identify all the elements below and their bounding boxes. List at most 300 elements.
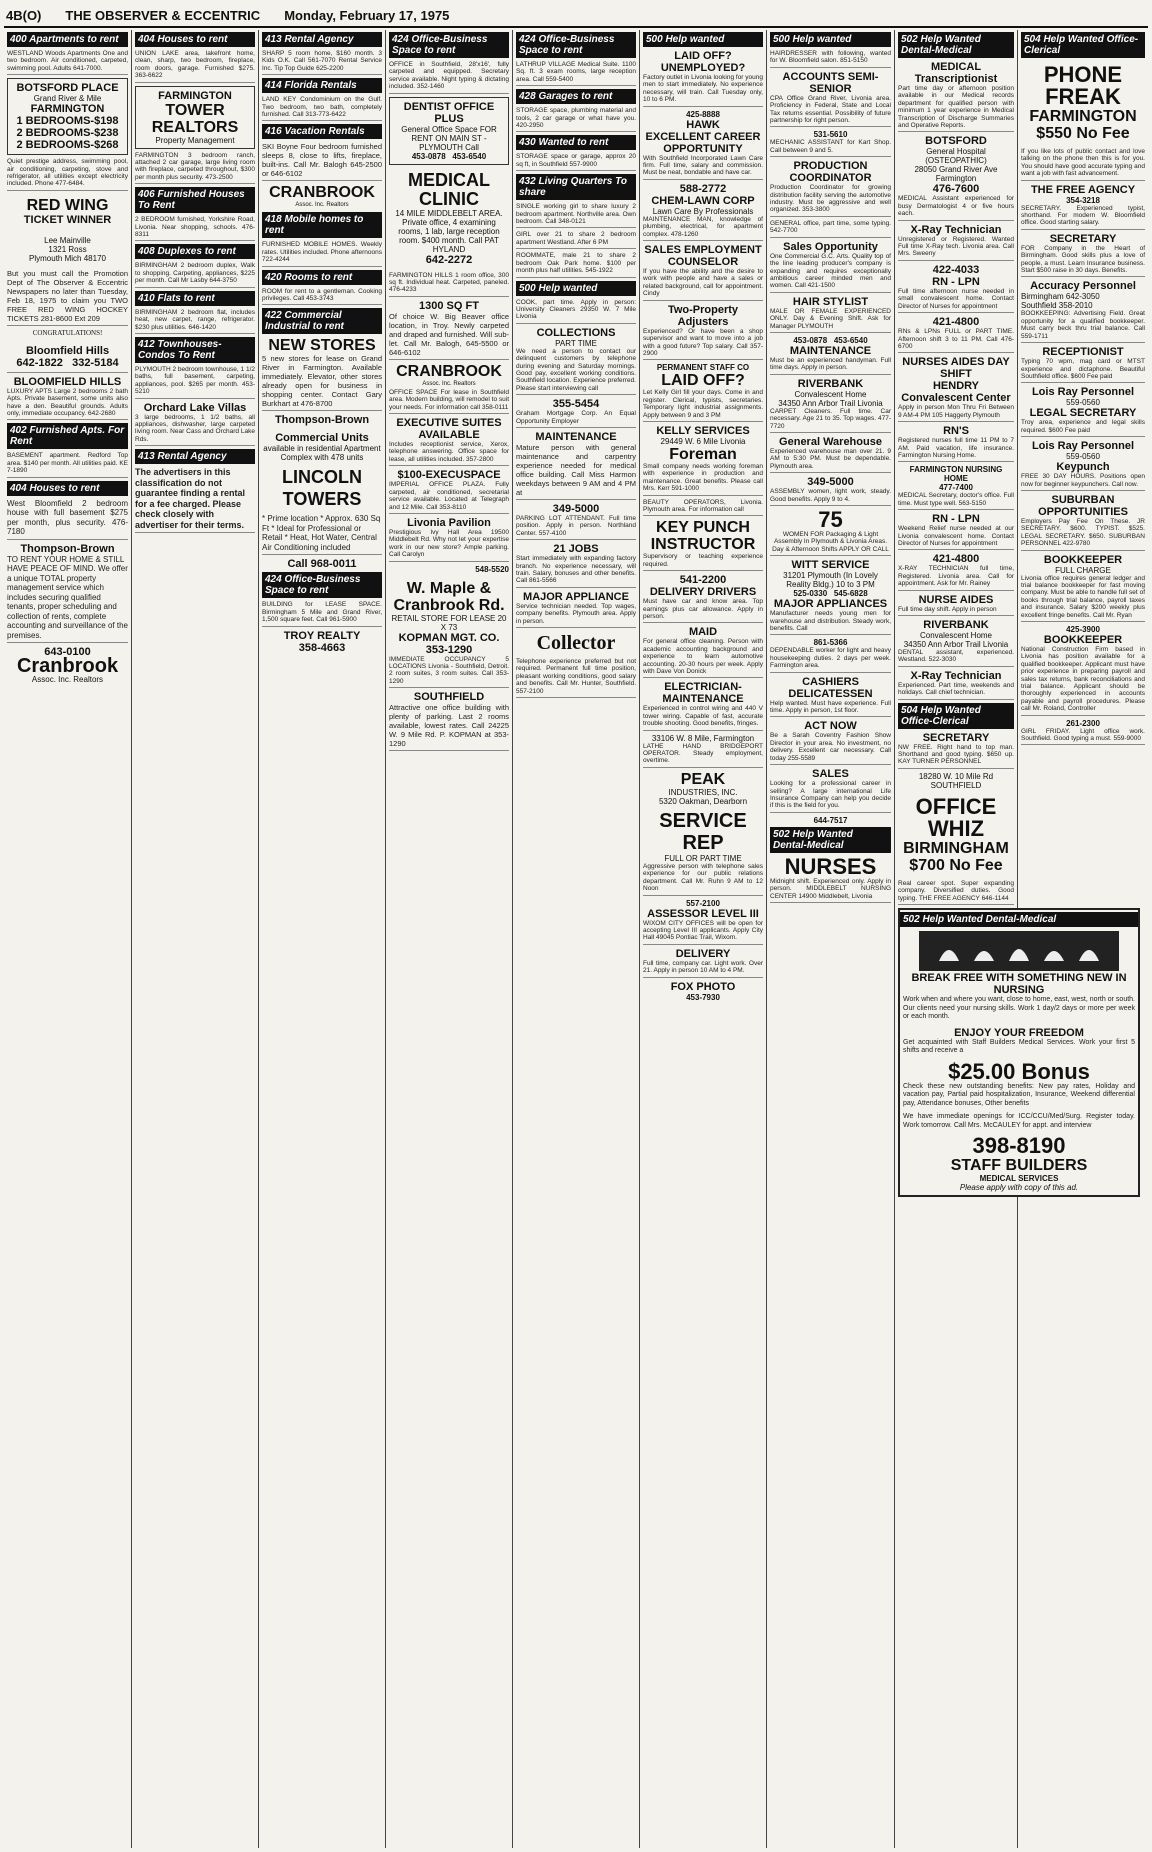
classified-ad: MECHANIC ASSISTANT for Kart Shop. Call between 9 and 5.: [770, 139, 891, 157]
ad-title: RED WING: [26, 196, 109, 214]
ad-title: MAINTENANCE: [535, 430, 617, 443]
ad-title: RIVERBANK: [797, 377, 864, 390]
classified-ad: Looking for a professional career in selling? A large international Life Insurance Company can help you decide if this is the field for you.: [770, 780, 891, 813]
winner-city: Plymouth Mich 48170: [29, 253, 106, 263]
botsford-ad: [7, 78, 128, 155]
ad-phone: 349-5000: [807, 476, 854, 489]
classified-ad: Help wanted. Must have experience. Full time. Apply in person, 1st floor.: [770, 700, 891, 718]
ad-title: DELIVERY: [675, 947, 731, 960]
phone-freak-ad: [1021, 61, 1145, 145]
ad-title: $700 No Fee: [909, 856, 1003, 874]
ad-phone: Birmingham 642-3050: [1021, 292, 1100, 302]
classified-ad: OFFICE in Southfield, 28'x16', fully carpeted and equipped. Secretary service available. Night typing & dictating included. 352-1460: [389, 61, 509, 94]
section-header: 422 Commercial Industrial to rent: [262, 308, 382, 334]
classified-ad: RNs & LPNs FULL or PART TIME. Afternoon shift 3 to 11 PM. Call 476-6700: [898, 328, 1014, 353]
ad-phone: 642-2272: [425, 253, 473, 266]
classified-ad: Mature person with general maintenance and carpentry experience needed for medical office building. Call Miss Harmon weekdays between 9 AM and 4 PM at: [516, 443, 636, 500]
ad-title: LAID OFF? UNEMPLOYED?: [660, 50, 746, 74]
classified-ad: Quiet prestige address, swimming pool, air conditioning, carpeting, stove and refrigerator, all utilities except electricity included. Phone 477-6484.: [7, 158, 128, 191]
classified-ad: Apply in person Mon Thru Fri Between 9 AM-4 PM 105 Haggerty Plymouth: [898, 404, 1014, 422]
classified-ad: OFFICE SPACE For lease in Southfield area. Modern building, will remodel to suit your needs. For information call 358-0111: [389, 389, 509, 414]
classified-ad: Part time day or afternoon position available in our Medical records department for qualified person with minimum 1 year experience in Medical Transcription of Discharge Summaries and Operative Reports.: [898, 85, 1014, 132]
classified-ad: Full time afternoon nurse needed in small convalescent home. Contact Director of Nurses for appointment: [898, 288, 1014, 313]
classified-ad: Aggressive person with telephone sales experience for our public relations department. Call Mr. Ruhn 9 AM to 12 Noon: [643, 863, 763, 896]
section-header: 424 Office-Business Space to rent: [389, 32, 509, 58]
section-header: 414 Florida Rentals: [262, 78, 382, 93]
classified-ad: Service technician needed. Top wages, company benefits. Plymouth area. Apply in person.: [516, 603, 636, 628]
classified-ad: West Bloomfield 2 bedroom house with full basement $275 per month, plus security. 476-7180: [7, 499, 128, 540]
ad-subtitle: FULL CHARGE: [1055, 565, 1111, 575]
ad-title: CRANBROOK: [269, 184, 375, 202]
ad-title: Lois Ray Personnel: [1031, 386, 1135, 399]
ad-title: CASHIERS DELICATESSEN: [788, 675, 873, 700]
ad-subtitle: 33106 W. 8 Mile, Farmington: [651, 733, 755, 743]
section-header: 424 Office-Business Space to rent: [262, 572, 382, 598]
classified-ad: WESTLAND Woods Apartments One and two bedroom. Air conditioned, carpeted, swimming pool. Adults 641-7000.: [7, 50, 128, 75]
ad-title: $100-EXECUSPACE: [397, 469, 501, 482]
ad-phone: 643-0100: [44, 646, 91, 659]
nurse-caps-image: [919, 931, 1119, 971]
ad-note: Please apply with copy of this ad.: [959, 1183, 1079, 1193]
ad-phone: 358-4663: [298, 641, 346, 654]
classified-ad: ROOM for rent to a gentleman. Cooking privileges. Call 453-3743: [262, 288, 382, 306]
classified-ad: Unregistered or Registered. Wanted Full time X-Ray tech. Livonia area. Call Mrs. Sweeny: [898, 236, 1014, 261]
classified-ad: The advertisers in this classification do not guarantee finding a rental for a fee charged. Please check closely with advertiser for their terms.: [135, 467, 255, 533]
classified-ad: WIXOM CITY OFFICES will be open for accepting Level III applicants. Apply City Hall 49045 Pontiac Trail, Wixom.: [643, 920, 763, 945]
winner-address: 1321 Ross: [48, 244, 87, 254]
bloomfield-ad: [7, 342, 128, 373]
page-number: 4B(O): [6, 7, 42, 23]
classified-ad: GIRL over 21 to share 2 bedroom apartment Westland. After 6 PM: [516, 231, 636, 249]
ad-title: RN - LPN: [932, 513, 980, 526]
ad-phone: 642-1822 332-5184: [16, 356, 119, 369]
classified-ad: GIRL FRIDAY. Light office work. Southfield. Good typing a must. 559-9000: [1021, 728, 1145, 746]
ad-title: Cranbrook: [16, 655, 119, 678]
ad-title: 1300 SQ FT: [419, 299, 479, 312]
classified-ad: Production Coordinator for growing distribution facility serving the automotive industry. Must be aggressive and well organized. 353-3800: [770, 184, 891, 217]
classified-ad: BIRMINGHAM 2 bedroom duplex, Walk to shopping. Carpeting, appliances, $225 per month. Call Mr Lasby 644-3750: [135, 262, 255, 287]
ad-subtitle: 5320 Oakman, Dearborn: [658, 796, 748, 806]
ad-title: Foreman: [669, 445, 737, 463]
classified-ad: One Commercial G.C. Arts. Quality top of the line leading producer's company is expanding and requires exceptionally ambitious career minded men and women. Call 421-1500: [770, 253, 891, 293]
ad-title: CRANBROOK: [396, 362, 502, 380]
classified-ad: FREE 30 DAY HOURS. Positions open now for beginner keypunchers. Call now.: [1021, 473, 1145, 491]
ad-phone: Southfield 358-2010: [1021, 301, 1093, 311]
ad-subtitle: FULL OR PART TIME: [664, 853, 742, 863]
classified-ad: IMMEDIATE OCCUPANCY 5 LOCATIONS Livonia - Southfield, Detroit. 2 room suites, 3 room suites. Call 353-1290: [389, 656, 509, 689]
ad-title: Keypunch: [1056, 461, 1110, 474]
classified-ad: Experienced. Part time, weekends and holidays. Call chief technician.: [898, 682, 1014, 700]
section-header: 404 Houses to rent: [7, 481, 128, 496]
classified-ad: Employers Pay Fee On These. JR SECRETARY. $600. TYPIST. $525. LEGAL SECRETARY. $650. SUBURBAN PERSONNEL 422-9780: [1021, 518, 1145, 551]
classified-ad: Weekend Relief nurse needed at our Livonia convalescent home. Contact Director of Nurses for appointment: [898, 525, 1014, 550]
classified-ad: BIRMINGHAM 2 bedroom flat, includes heat, new carpet, range, refrigerator. $230 plus utilities. 646-1420: [135, 309, 255, 334]
classified-ad: ROOMMATE, male 21 to share 2 bedroom Oak Park home. $100 per month plus half utilities. 545-1922: [516, 252, 636, 277]
ad-title: PHONE FREAK: [1043, 62, 1123, 109]
classified-ad: SECRETARY. Experienced typist, shorthand. For modern W. Bloomfield office. Good starting salary.: [1021, 205, 1145, 230]
classified-ad: Must have car and know area. Top earnings plus car allowance. Apply in person.: [643, 598, 763, 623]
ad-title: Collector: [536, 632, 616, 655]
ad-subtitle: available in residential Apartment Complex with 478 units: [263, 444, 381, 463]
classified-ad: MALE OR FEMALE EXPERIENCED ONLY. Day & Evening Shift. Ask for Manager PLYMOUTH: [770, 308, 891, 333]
ad-phone: 476-7600: [932, 183, 980, 196]
classified-ad: IMPERIAL OFFICE PLAZA. Fully carpeted, air conditioned, secretarial service available. Located at Telegraph and 12 Mile. Call 353-8110: [389, 481, 509, 514]
ad-title: NURSES: [784, 853, 877, 879]
classified-ad: UNION LAKE area, lakefront home, clean, sharp, two bedroom, fireplace, room doors, garage. Furnished $275. 363-6622: [135, 50, 255, 83]
ad-title: MAINTENANCE: [789, 344, 872, 357]
classified-ad: STORAGE space or garage, approx 20 sq ft, in Southfield 557-9900: [516, 153, 636, 171]
ad-phone: 861-5366: [813, 638, 848, 648]
classified-ad: Factory outlet in Livonia looking for young men to start immediately. No experience necessary, will train. Call Tuesday only, 10 to 6 PM.: [643, 74, 763, 107]
classified-ad: Graham Mortgage Corp. An Equal Opportunity Employer: [516, 410, 636, 428]
classified-ad: If you have the ability and the desire to work with people and have a sales or related background, call for appointment. Cindy: [643, 268, 763, 301]
section-header: 404 Houses to rent: [135, 32, 255, 47]
section-header: 500 Help wanted: [643, 32, 763, 47]
ad-title: Commercial Units: [275, 432, 369, 445]
section-header: 412 Townhouses-Condos To Rent: [135, 337, 255, 363]
ad-phone: 548-5520: [475, 564, 509, 574]
ad-title: DELIVERY DRIVERS: [649, 586, 757, 599]
ad-title: PRODUCTION COORDINATOR: [789, 160, 872, 185]
ad-subtitle: PART TIME: [555, 338, 597, 348]
ad-phone: 644-7517: [813, 815, 848, 825]
ad-title: KEY PUNCH INSTRUCTOR: [650, 519, 756, 554]
ad-title: X-Ray Technician: [910, 669, 1002, 682]
classified-ad: Troy area, experience and legal skills required. $600 Fee paid: [1021, 419, 1145, 437]
ad-title: PEAK: [680, 770, 726, 788]
classified-ad: But you must call the Promotion Dept of The Observer & Eccentric Newspapers no later than Tuesday, Feb 18, 1975 to claim you TWO FREE RED WING HOCKEY TICKETS 281-8600 Ext 209: [7, 269, 128, 326]
classified-ad: Livonia office requires general ledger and trial balance bookkeeper for fast moving company. Must be able to handle full set of books through trial balance, payroll taxes and insurance. Salary $200 weekly plus excellent fringe benefits. Call Mr. Ryan: [1021, 575, 1145, 622]
classified-ad: MEDICAL Secretary, doctor's office. Full time. Must type well. 563-5150: [898, 492, 1014, 510]
congrats-text: CONGRATULATIONS!: [32, 328, 103, 337]
ad-title: MAJOR APPLIANCES: [773, 598, 888, 611]
classified-ad: * Prime location * Approx. 630 Sq Ft * Ideal for Professional or Retail * Heat, Hot Water, Central Air Conditioning included: [262, 514, 382, 555]
classified-ad: Small company needs working foreman with experience in production and maintenance. Great benefits. Please call Mrs. Kerr 591-1000: [643, 463, 763, 496]
ad-line: 1 BEDROOMS-$198: [16, 115, 119, 128]
ad-phone: 425-8888: [686, 109, 720, 119]
ad-title: Bloomfield Hills: [25, 344, 110, 357]
ad-phone: Call 968-0011: [287, 558, 357, 571]
ad-subtitle: INDUSTRIES, INC.: [668, 787, 738, 797]
ad-phone: 453-7930: [686, 992, 720, 1002]
classified-ad: 3 large bedrooms, 1 1/2 baths, all appliances, dishwasher, large carpeted living room. Near Cass and Orchard Lake Rds.: [135, 414, 255, 447]
ad-phone: 525-0330 545-6828: [793, 589, 868, 599]
ad-phone: 425-3900: [1066, 625, 1100, 634]
ad-phone: 398-8190: [972, 1133, 1066, 1159]
classified-ad: Supervisory or teaching experience required.: [643, 553, 763, 571]
staff-builders-ad: [898, 908, 1140, 1197]
classified-ad: BEAUTY OPERATORS, Livonia. Plymouth area. For information call: [643, 499, 763, 517]
ad-title: TICKET WINNER: [23, 213, 112, 226]
classified-ad: Let Kelly Girl fill your days. Come in and register. Clerical, typists, secretaries. Temporary light industrial assignments. Apply between 9 and 3 PM: [643, 389, 763, 422]
ad-title: HAIR STYLIST: [792, 295, 869, 308]
section-header: 504 Help Wanted Office-Clerical: [898, 703, 1014, 729]
classified-ad: Real career spot. Super expanding company. Diversified duties. Good typing. THE FREE AGENCY 646-1144: [898, 880, 1014, 905]
column-2: [132, 30, 259, 1848]
classified-ad: WOMEN FOR Packaging & Light Assembly In Plymouth & Livonia Areas. Day & Afternoon Shifts APPLY OR CALL: [770, 531, 891, 556]
ad-title: Lois Ray Personnel: [1031, 440, 1135, 453]
classified-ad: Must be an experienced handyman. Full time days. Apply in person.: [770, 357, 891, 375]
ad-subtitle: MEDICAL SERVICES: [979, 1174, 1059, 1184]
ad-title: LEGAL SECRETARY: [1029, 407, 1137, 420]
tower-realtors-ad: [135, 86, 255, 149]
ad-subtitle: 34350 Ann Arbor Trail Livonia: [903, 640, 1009, 649]
ad-title: BOTSFORD PLACE: [16, 82, 119, 95]
ad-title: RIVERBANK: [923, 619, 989, 631]
classified-ad: 2 BEDROOM furnished, Yorkshire Road, Livonia. Near shopping, schools. 476-8311: [135, 216, 255, 241]
ad-title: NURSE AIDES: [918, 593, 994, 606]
classified-ad: SKI Boyne Four bedroom furnished sleeps 8, close to lifts, fireplace, built-ins. Call Mr. Balogh 645-2500 or 646-6102: [262, 142, 382, 181]
ad-subtitle: Assoc. Inc. Realtors: [31, 675, 104, 685]
classified-ad: Midnight shift. Experienced only. Apply in person. MIDDLEBELT NURSING CENTER 14900 Middlebelt, Livonia: [770, 878, 891, 903]
issue-date: Monday, February 17, 1975: [284, 7, 450, 23]
classified-ad: Experienced warehouse man over 21. 9 AM to 5:30 PM. Must be dependable. Plymouth area.: [770, 448, 891, 473]
ad-phone: 588-2772: [679, 182, 727, 195]
ad-title: MAID: [688, 626, 718, 639]
ad-phone: 349-5000: [552, 502, 600, 515]
dentist-office-ad: [389, 97, 509, 165]
ad-line: 2 BEDROOMS-$268: [16, 139, 119, 152]
classified-ad: X-RAY TECHNICIAN full time, Registered. Livonia area. Call for appointment. Ask for Mr. Rainey: [898, 565, 1014, 590]
ad-title: Orchard Lake Villas: [143, 401, 247, 414]
classified-ad: For general office cleaning. Person with academic accounting background and experience to learn automotive accounting. 20-30 hours per week. Apply with Dave Von Donick: [643, 638, 763, 678]
ad-city: FARMINGTON: [158, 89, 232, 102]
ad-subtitle: Convalescent Home: [794, 389, 867, 399]
ad-line: 2 BEDROOMS-$238: [16, 127, 119, 140]
redwing-ad: [7, 194, 128, 266]
ad-title: KELLY SERVICES: [656, 424, 750, 437]
classified-ad: Start immediately with expanding factory branch. No experience necessary, will train. Salary, bonuses and other benefits. Call 861-5566: [516, 555, 636, 588]
ad-subtitle: RETAIL STORE FOR LEASE 20 X 73: [391, 613, 507, 632]
ad-title: ACCOUNTS SEMI-SENIOR: [782, 70, 879, 95]
ad-subtitle: Lawn Care By Professionals: [652, 206, 754, 216]
classified-ad: Experienced in control wiring and 440 V tower wiring. Capable of fast, accurate trouble shooting. Good benefits, fringes.: [643, 705, 763, 730]
classified-ad: PLYMOUTH 2 bedroom townhouse, 1 1/2 baths, full basement, carpeting, appliances, pool. $265 per month. 453-5210: [135, 366, 255, 399]
ad-subtitle: 29449 W. 6 Mile Livonia: [660, 436, 746, 446]
ad-title: LAID OFF?: [661, 372, 745, 390]
ad-title: MAJOR APPLIANCE: [523, 590, 629, 603]
masthead: [4, 4, 1148, 28]
section-header: 420 Rooms to rent: [262, 270, 382, 285]
ad-subtitle: 31201 Plymouth (In Lovely Reality Bldg.) 10 to 3 PM: [783, 571, 878, 590]
ad-title: SECRETARY: [922, 731, 990, 744]
ad-title: THE FREE AGENCY: [1030, 183, 1136, 196]
classified-ad: Get acquainted with Staff Builders Medical Services. Work your first 5 shifts and receive a: [903, 1038, 1135, 1055]
classified-ad: FARMINGTON 3 bedroom ranch, attached 2 car garage, large living room with fireplace, carpeted throughout, $300 per month plus security. 473-2500: [135, 152, 255, 185]
classified-ad: LAND KEY Condominium on the Gulf. Two bedroom, two bath, completely furnished. Call 313-773-6422: [262, 96, 382, 121]
ad-title: ELECTRICIAN-MAINTENANCE: [662, 681, 744, 706]
classified-ad: BASEMENT apartment. Redford Top area. $140 per month. All utilities paid. KE 7-1890: [7, 452, 128, 477]
classified-ad: 5 new stores for lease on Grand River in Farmington. Available immediately. Elevator, other stores already open for business in shopping center. Contact Gary Burkhart at 476-8700: [262, 354, 382, 411]
section-header: 413 Rental Agency: [135, 449, 255, 464]
classified-ad: LATHRUP VILLAGE Medical Suite. 1100 Sq. ft. 3 exam rooms, large reception area. Call 559-5400: [516, 61, 636, 86]
ad-phone: 422-4033: [932, 263, 980, 276]
ad-city: FARMINGTON: [1029, 108, 1137, 125]
medical-clinic-ad: [389, 168, 509, 269]
classified-ad: Full time, company car. Light work. Over 21. Apply in person 10 AM to 4 PM.: [643, 960, 763, 978]
section-header: 410 Flats to rent: [135, 291, 255, 306]
ad-subtitle: Property Management: [155, 135, 235, 145]
classified-ad: COOK, part time. Apply in person: University Cleaners 29350 W. 7 Mile Livonia: [516, 299, 636, 324]
ad-title: X-Ray Technician: [910, 223, 1002, 236]
ad-subtitle: 28050 Grand River Ave Farmington: [914, 165, 998, 184]
ad-title: SALES: [812, 768, 849, 781]
classified-ad: National Construction Firm based in Livonia has position available for a qualified bookkeeper. Applicant must have prior experience in preparing payroll and sales tax returns, bank reconciliations and trial balance. Applicant should be thoroughly experienced in accounts payable and payroll procedures. Please call Mr. Roland, Controller: [1021, 646, 1145, 716]
classified-ad: NW FREE. Right hand to top man. Shorthand and good typing. $650 up. KAY TURNER PERSONNEL: [898, 744, 1014, 769]
ad-title: COLLECTIONS: [536, 326, 616, 339]
ad-title: BOOKKEEPER: [1043, 553, 1123, 566]
ad-subtitle: FARMINGTON NURSING HOME: [909, 465, 1003, 484]
section-header: 406 Furnished Houses To Rent: [135, 187, 255, 213]
ad-title: BIRMINGHAM: [903, 839, 1009, 857]
ad-salary: $550 No Fee: [1036, 125, 1130, 142]
ad-phone: 531-5610: [813, 130, 848, 140]
benefits-list: Check these new outstanding benefits: New pay rates, Holiday and vacation pay, Partial paid hospitalization, Insurance, Weekend differential pay, Attendance bonuses, Other benefits: [903, 1082, 1135, 1107]
section-header: 416 Vacation Rentals: [262, 124, 382, 139]
nurse-illustration: [903, 930, 1135, 972]
ad-title: TROY REALTY: [283, 629, 361, 642]
classified-ad: We have immediate openings for ICC/CCU/Med/Surg. Register today. Work tomorrow. Call Mrs. McCAULEY for appt. and interview: [903, 1113, 1135, 1129]
ad-subtitle: Assoc. Inc. Realtors: [422, 380, 476, 387]
ad-title: MEDICAL CLINIC: [408, 169, 490, 209]
ad-title: RN - LPN: [932, 275, 980, 288]
classified-ad: Prestigious Ivy Hall Area 19500 Middlebelt Rd. Why not let your expertise work in our new store? Ample parking. Call Carolyn: [389, 529, 509, 562]
ad-phone: 453-0878 453-6540: [411, 151, 487, 161]
ad-title: MEDICAL Transcriptionist: [914, 61, 998, 85]
classified-ad: FURNISHED MOBILE HOMES. Weekly rates. Utilities included. Phone afternoons 722-4244: [262, 241, 382, 266]
ad-subtitle: PERMANENT STAFF CO: [656, 363, 750, 373]
ad-phone: 421-4800: [932, 553, 980, 566]
classified-ad: LUXURY APTS Large 2 bedrooms 2 bath Apts. Private basement, some units also have a den. Beautiful grounds. Adults only, immediate occupancy. 642-2680: [7, 388, 128, 421]
ad-title: ACT NOW: [804, 720, 857, 733]
classified-ad: We need a person to contact our delinquent customers by telephone during evening and Saturday mornings. Good pay, excellent working conditions. Southfield location. Experience preferred. Please start interviewing call: [516, 348, 636, 395]
ad-title: ASSESSOR LEVEL III: [647, 907, 759, 920]
classified-ad: LATHE HAND BRIDGEPORT OPERATOR. Steady employment, overtime.: [643, 743, 763, 768]
classified-ad: Of choice W. Big Beaver office location, in Troy. Newly carpeted and draped and furnished. Will sub-let. Call Mr. Balogh, 645-5500 or 646-6102: [389, 312, 509, 360]
classified-ad: With Southfield Incorporated Lawn Care firm. Full time, salary and commission. Must be neat, bondable and have car.: [643, 155, 763, 180]
ad-title: General Warehouse: [779, 435, 882, 448]
ad-subtitle: 18280 W. 10 Mile Rd SOUTHFIELD: [918, 771, 994, 790]
column-3: [259, 30, 386, 1848]
ad-subtitle: 14 MILE MIDDLEBELT AREA. Private office, 4 examining rooms, 1 lab, large reception room. $400 month. Call PAT HYLAND: [395, 208, 503, 254]
ad-subtitle: General Hospital (OSTEOPATHIC): [925, 147, 987, 166]
section-header: 428 Garages to rent: [516, 89, 636, 104]
section-header: 502 Help Wanted Dental-Medical: [770, 827, 891, 853]
ad-subtitle: Assoc. Inc. Realtors: [295, 202, 349, 209]
office-whiz-ad: [898, 793, 1014, 877]
classified-ad: BOOKKEEPING: Advertising Field. Great opportunity for a qualified bookkeeper. Must carry beck thru trial balance. Call 559-1711: [1021, 310, 1145, 343]
section-header: 424 Office-Business Space to rent: [516, 32, 636, 58]
classified-ad: GENERAL office, part time, some typing. 542-7700: [770, 220, 891, 238]
ad-title: ENJOY YOUR FREEDOM: [954, 1026, 1084, 1039]
ad-title: NURSES AIDES DAY SHIFT: [902, 356, 1010, 381]
ad-title: BREAK FREE WITH SOMETHING NEW IN NURSING: [911, 972, 1127, 997]
classified-ad: DENTAL assistant, experienced. Westland. 522-3030: [898, 649, 1014, 667]
ad-title: BOOKKEEPER: [1043, 634, 1123, 646]
ad-title: OFFICE WHIZ: [915, 793, 997, 841]
ad-title: Sales Opportunity: [783, 240, 878, 253]
section-header: 413 Rental Agency: [262, 32, 382, 47]
section-header: 502 Help Wanted Dental-Medical: [898, 32, 1014, 58]
classified-ad: SINGLE working girl to share luxury 2 bedroom apartment. Northville area. Own bedroom. Call 348-0121: [516, 203, 636, 228]
ad-phone: 261-2300: [1066, 718, 1100, 728]
column-7: [767, 30, 895, 1848]
ad-subtitle: 34350 Ann Arbor Trail Livonia: [778, 398, 883, 408]
column-5: [513, 30, 640, 1848]
ad-phone: 421-4800: [932, 316, 980, 329]
ad-title: SERVICE REP: [659, 809, 747, 854]
section-header: 408 Duplexes to rent: [135, 244, 255, 259]
classified-ad: Registered nurses full time 11 PM to 7 AM. Paid vacation, life insurance. Farmington Nursing Home.: [898, 437, 1014, 462]
ad-title: RN'S: [943, 425, 969, 438]
section-header: 400 Apartments to rent: [7, 32, 128, 47]
classified-ad: Work when and where you want, close to home, east, west, north or south. Our clients need your nursing skills. Work 1 day/2 days or more per week or each month.: [903, 996, 1135, 1021]
ad-title: SUBURBAN OPPORTUNITIES: [1038, 493, 1128, 518]
classified-ad: Attractive one office building with plenty of parking. Last 2 rooms available, lowest rates. Call 24225 W. 9 Mile Rd. P. KOPMAN at 353-1290: [389, 703, 509, 751]
ad-phone: 559-0560: [1066, 452, 1100, 462]
classified-ad: If you like lots of public contact and love talking on the phone then this is for you. You should have good accurate typing and want a job with fast advancement.: [1021, 148, 1145, 181]
ad-phone: 559-0560: [1066, 398, 1100, 408]
ad-title: SECRETARY: [1049, 232, 1117, 245]
column-1: [4, 30, 132, 1848]
column-6: [640, 30, 767, 1848]
section-header: 504 Help Wanted Office-Clerical: [1021, 32, 1145, 58]
ad-title: WITT SERVICE: [791, 559, 870, 572]
section-header: 418 Mobile homes to rent: [262, 212, 382, 238]
section-header: 500 Help wanted: [770, 32, 891, 47]
ad-phone: 453-0878 453-6540: [793, 335, 868, 345]
ad-title: TOWER REALTORS: [151, 101, 239, 136]
ad-phone: 354-3218: [1066, 195, 1100, 205]
classified-ad: Telephone experience preferred but not required. Permanent full time position, pleasant working conditions, good salary and benefits. Call Mr. Hunter, Southfield. 557-2100: [516, 658, 636, 698]
ad-subtitle: Grand River & Mile: [33, 94, 102, 104]
classified-ad: CPA Office Grand River, Livonia area. Proficiency in Federal, State and Local Tax returns essential. Possibility of future partnership for right person.: [770, 95, 891, 128]
classified-ad: DEPENDABLE worker for light and heavy housekeeping duties. 2 days per week. Farmington area.: [770, 647, 891, 672]
section-header: 430 Wanted to rent: [516, 135, 636, 150]
ad-title: DENTIST OFFICE PLUS: [403, 100, 495, 125]
classified-ad: PARKING LOT ATTENDANT. Full time position. Apply in person. Northland Center. 557-4100: [516, 515, 636, 540]
classified-ad: TO RENT YOUR HOME & STILL HAVE PEACE OF MIND. We offer a unique TOTAL property management service which includes securing qualified tenants, proper scheduling and collection of rents, complete accounting and surveillance of the premises.: [7, 555, 128, 644]
ad-title: SOUTHFIELD: [413, 691, 485, 704]
ad-title: BLOOMFIELD HILLS: [13, 375, 122, 388]
ad-title: STAFF BUILDERS: [950, 1157, 1088, 1175]
ad-title: KOPMAN MGT. CO. 353-1290: [398, 631, 500, 656]
classified-ad: MAINTENANCE MAN, knowledge of plumbing, electrical, for apartment complex. 478-1260: [643, 216, 763, 241]
ad-title: Thompson-Brown: [274, 414, 370, 427]
classified-ad: FARMINGTON HILLS 1 room office, 300 sq ft. Individual heat. Carpeted, paneled. 476-4233: [389, 272, 509, 297]
bonus-amount: $25.00 Bonus: [948, 1058, 1090, 1084]
classified-ad: Manufacturer needs young men for warehouse and distribution. Steady work, benefits. Call: [770, 610, 891, 635]
classified-ad: Includes receptionist service, Xerox, telephone answering. Office space for lease, all utilities included. 357-2800: [389, 441, 509, 466]
classified-ad: CARPET Cleaners. Full time. Car necessary. Age 21 to 35. Top wages. 477-7720: [770, 408, 891, 433]
ad-title: BOTSFORD: [925, 135, 987, 148]
ad-phone: 557-2100: [686, 898, 720, 908]
classified-ad: Full time day shift. Apply in person: [898, 606, 1014, 616]
classified-ad: SHARP 5 room home, $160 month. 3 Kids O.K. Call 561-7070 Rental Service Inc. Tip Top Guide 625-2200: [262, 50, 382, 75]
ad-title: Livonia Pavilion: [407, 516, 491, 529]
ad-title: SALES EMPLOYMENT COUNSELOR: [644, 244, 762, 269]
ad-phone: 541-2200: [679, 574, 727, 587]
ad-title: Two-Property Adjusters: [667, 303, 739, 328]
section-header: 500 Help wanted: [516, 281, 636, 296]
winner-name: Lee Mainville: [44, 235, 91, 245]
section-header: 402 Furnished Apts. For Rent: [7, 423, 128, 449]
ad-subtitle: Convalescent Home: [919, 631, 993, 640]
classified-ad: ASSEMBLY women, light work, steady. Good benefits. Apply 9 to 4.: [770, 488, 891, 506]
ad-title: Thompson-Brown: [20, 542, 115, 555]
classified-ad: Be a Sarah Coventry Fashion Show Director in your area. No investment, no delivery. Excellent car necessary. Call today 255-5589: [770, 732, 891, 765]
ad-title: LINCOLN TOWERS: [282, 467, 362, 510]
